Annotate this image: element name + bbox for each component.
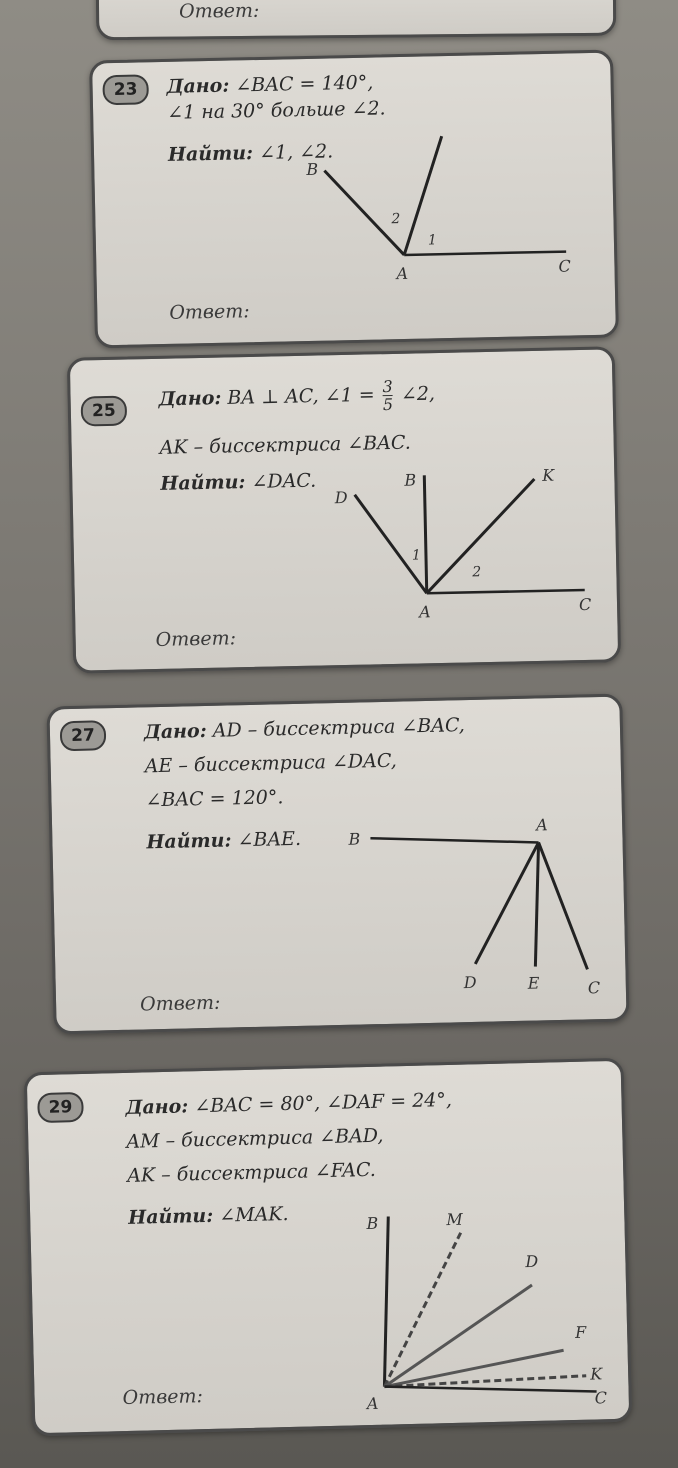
answer-label: Ответ:: [155, 627, 237, 651]
answer-label: Ответ:: [169, 300, 250, 324]
find-text: ∠BAE.: [231, 827, 302, 852]
given-line: ∠BAC = 120°.: [145, 786, 284, 812]
point-label-b: B: [306, 159, 319, 179]
given-text: ∠BAC = 80°, ∠DAF = 24°,: [188, 1088, 453, 1118]
angle-diagram: [334, 467, 637, 633]
angle-diagram: [294, 133, 597, 299]
point-label-d: D: [463, 972, 477, 993]
problem-card-23: [89, 50, 619, 349]
angle-diagram: [348, 815, 632, 1004]
given-text: BA ⊥ AC, ∠1 =: [221, 383, 375, 410]
given-label: Дано:: [158, 387, 222, 411]
point-label-e: E: [527, 973, 540, 993]
previous-problem-card: [96, 0, 617, 40]
point-label-c: C: [587, 978, 601, 998]
point-label-k: K: [589, 1364, 603, 1384]
problem-card-27: [46, 694, 629, 1035]
problem-number: 29: [37, 1092, 84, 1123]
given-label: Дано:: [166, 74, 230, 98]
given-text: ∠2,: [400, 382, 436, 406]
find-label: Найти:: [146, 829, 232, 854]
point-label-a: A: [418, 602, 431, 622]
point-label-m: M: [446, 1209, 463, 1230]
given-line: [144, 714, 465, 743]
point-label-d: D: [334, 487, 348, 508]
fraction-numerator: 3: [382, 376, 393, 397]
find-line: [146, 828, 301, 854]
given-text: ∠BAC = 140°,: [229, 71, 374, 97]
point-label-a: A: [396, 263, 409, 284]
find-label: Найти:: [127, 1204, 214, 1229]
find-text: ∠1, ∠2.: [252, 140, 334, 165]
point-label-c: C: [578, 594, 592, 615]
angle-label-2: 2: [391, 211, 401, 228]
given-label: Дано:: [143, 719, 207, 744]
problem-number: 25: [81, 396, 128, 427]
point-label-k: K: [542, 465, 555, 485]
find-label: Найти:: [167, 142, 254, 166]
point-label-b: B: [348, 829, 361, 849]
problem-card-29: [24, 1058, 633, 1437]
given-line: AK – биссектриса ∠FAC.: [126, 1158, 377, 1187]
find-label: Найти:: [160, 471, 246, 495]
point-label-d: D: [525, 1251, 539, 1272]
answer-label: Ответ:: [122, 1385, 204, 1410]
find-text: ∠MAK.: [212, 1202, 289, 1227]
problem-card-25: [67, 346, 621, 673]
problem-number: 23: [102, 74, 149, 105]
point-label-c: C: [594, 1388, 608, 1408]
fraction: [382, 378, 393, 413]
angle-diagram: [360, 1203, 625, 1414]
problem-number: 27: [60, 720, 107, 751]
given-line: [125, 1089, 452, 1119]
given-line: [158, 377, 435, 418]
given-line: [166, 72, 373, 98]
angle-label-1: 1: [411, 547, 422, 564]
given-text: AD – биссектриса ∠BAC,: [206, 714, 466, 742]
find-line: [128, 1203, 289, 1229]
point-label-a: A: [366, 1393, 379, 1414]
angle-label-1: 1: [427, 232, 437, 249]
given-line: AE – биссектриса ∠DAC,: [144, 749, 397, 778]
given-line: AM – биссектриса ∠BAD,: [126, 1124, 384, 1153]
answer-label: Ответ:: [139, 991, 221, 1016]
answer-label: Ответ:: [178, 0, 260, 23]
point-label-c: C: [558, 256, 571, 276]
given-line: ∠1 на 30° больше ∠2.: [166, 97, 386, 124]
find-line: [160, 470, 316, 495]
point-label-b: B: [366, 1213, 379, 1234]
fraction-denominator: 5: [382, 394, 394, 415]
given-line: AK – биссектриса ∠BAC.: [159, 431, 411, 459]
find-text: ∠DAC.: [245, 469, 317, 494]
point-label-a: A: [535, 815, 548, 835]
point-label-b: B: [404, 470, 417, 490]
given-label: Дано:: [125, 1095, 189, 1119]
point-label-f: F: [574, 1322, 587, 1342]
angle-label-2: 2: [472, 564, 482, 581]
